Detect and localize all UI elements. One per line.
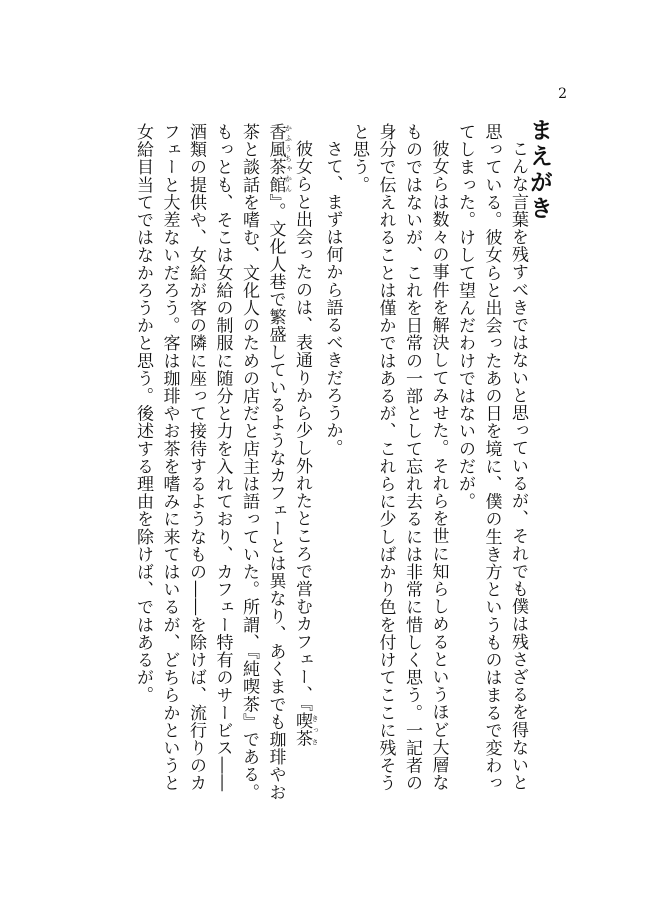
ruby-kissa <box>292 712 319 748</box>
ruby-kaifu-reading: かふうちゃかん <box>284 123 293 194</box>
paragraph-4 <box>130 123 320 803</box>
ruby-space <box>292 748 312 766</box>
paragraph-4-lead: 彼女らと出会ったのは、表通りから少し外れたところで営むカフェー、『 <box>292 140 312 713</box>
page-number: 2 <box>558 86 567 102</box>
ruby-kissa-base: 喫茶 <box>292 712 312 748</box>
paragraph-1: こんな言葉を残すべきではないと思っているが、それでも僕は残さざるを得ないと思っている。彼女らと出会ったあの日を境に、僕の生き方というものはまるで変わってしまった。けして望んだわけではないのだが。 <box>455 123 528 792</box>
paragraph-4-rest: 』。文化人巷で繁盛しているようなカフェーとは異なり、あくまでも珈琲やお茶と談話を嗜む、文化人のための店だと店主は語っていた。所謂、『純喫茶』である。もっとも、そこは女給の制服に随分と力を入れており、カフェー特有のサービス――酒類の提供や、女給が客の隣に座って接待するようなもの――を除けば、流行りのカフェーと大差ないだろう。客は珈琲やお茶を嗜みに来てはいるが、どちらかというと女給目当てではなかろうかと思う。後述する理由を除けば、ではあるが。 <box>133 123 286 801</box>
body-text <box>130 123 532 803</box>
ruby-kissa-reading: きっさ <box>311 712 319 748</box>
chapter-heading: まえがき <box>526 118 552 222</box>
paragraph-2: 彼女らは数々の事件を解決してみせた。それらを世に知らしめるというほど大層なものではないが、これを日常の一部として忘れ去るには非常に惜しく思う。一記者の身分で伝えれることは僅かではあるが、これらに少しばかり色を付けてここに残そうと思う。 <box>349 123 449 792</box>
paragraph-3: さて、まずは何から語るべきだろうか。 <box>322 140 343 457</box>
ruby-kaifu <box>265 123 293 194</box>
ruby-kaifu-base: 香風茶館 <box>265 123 286 194</box>
